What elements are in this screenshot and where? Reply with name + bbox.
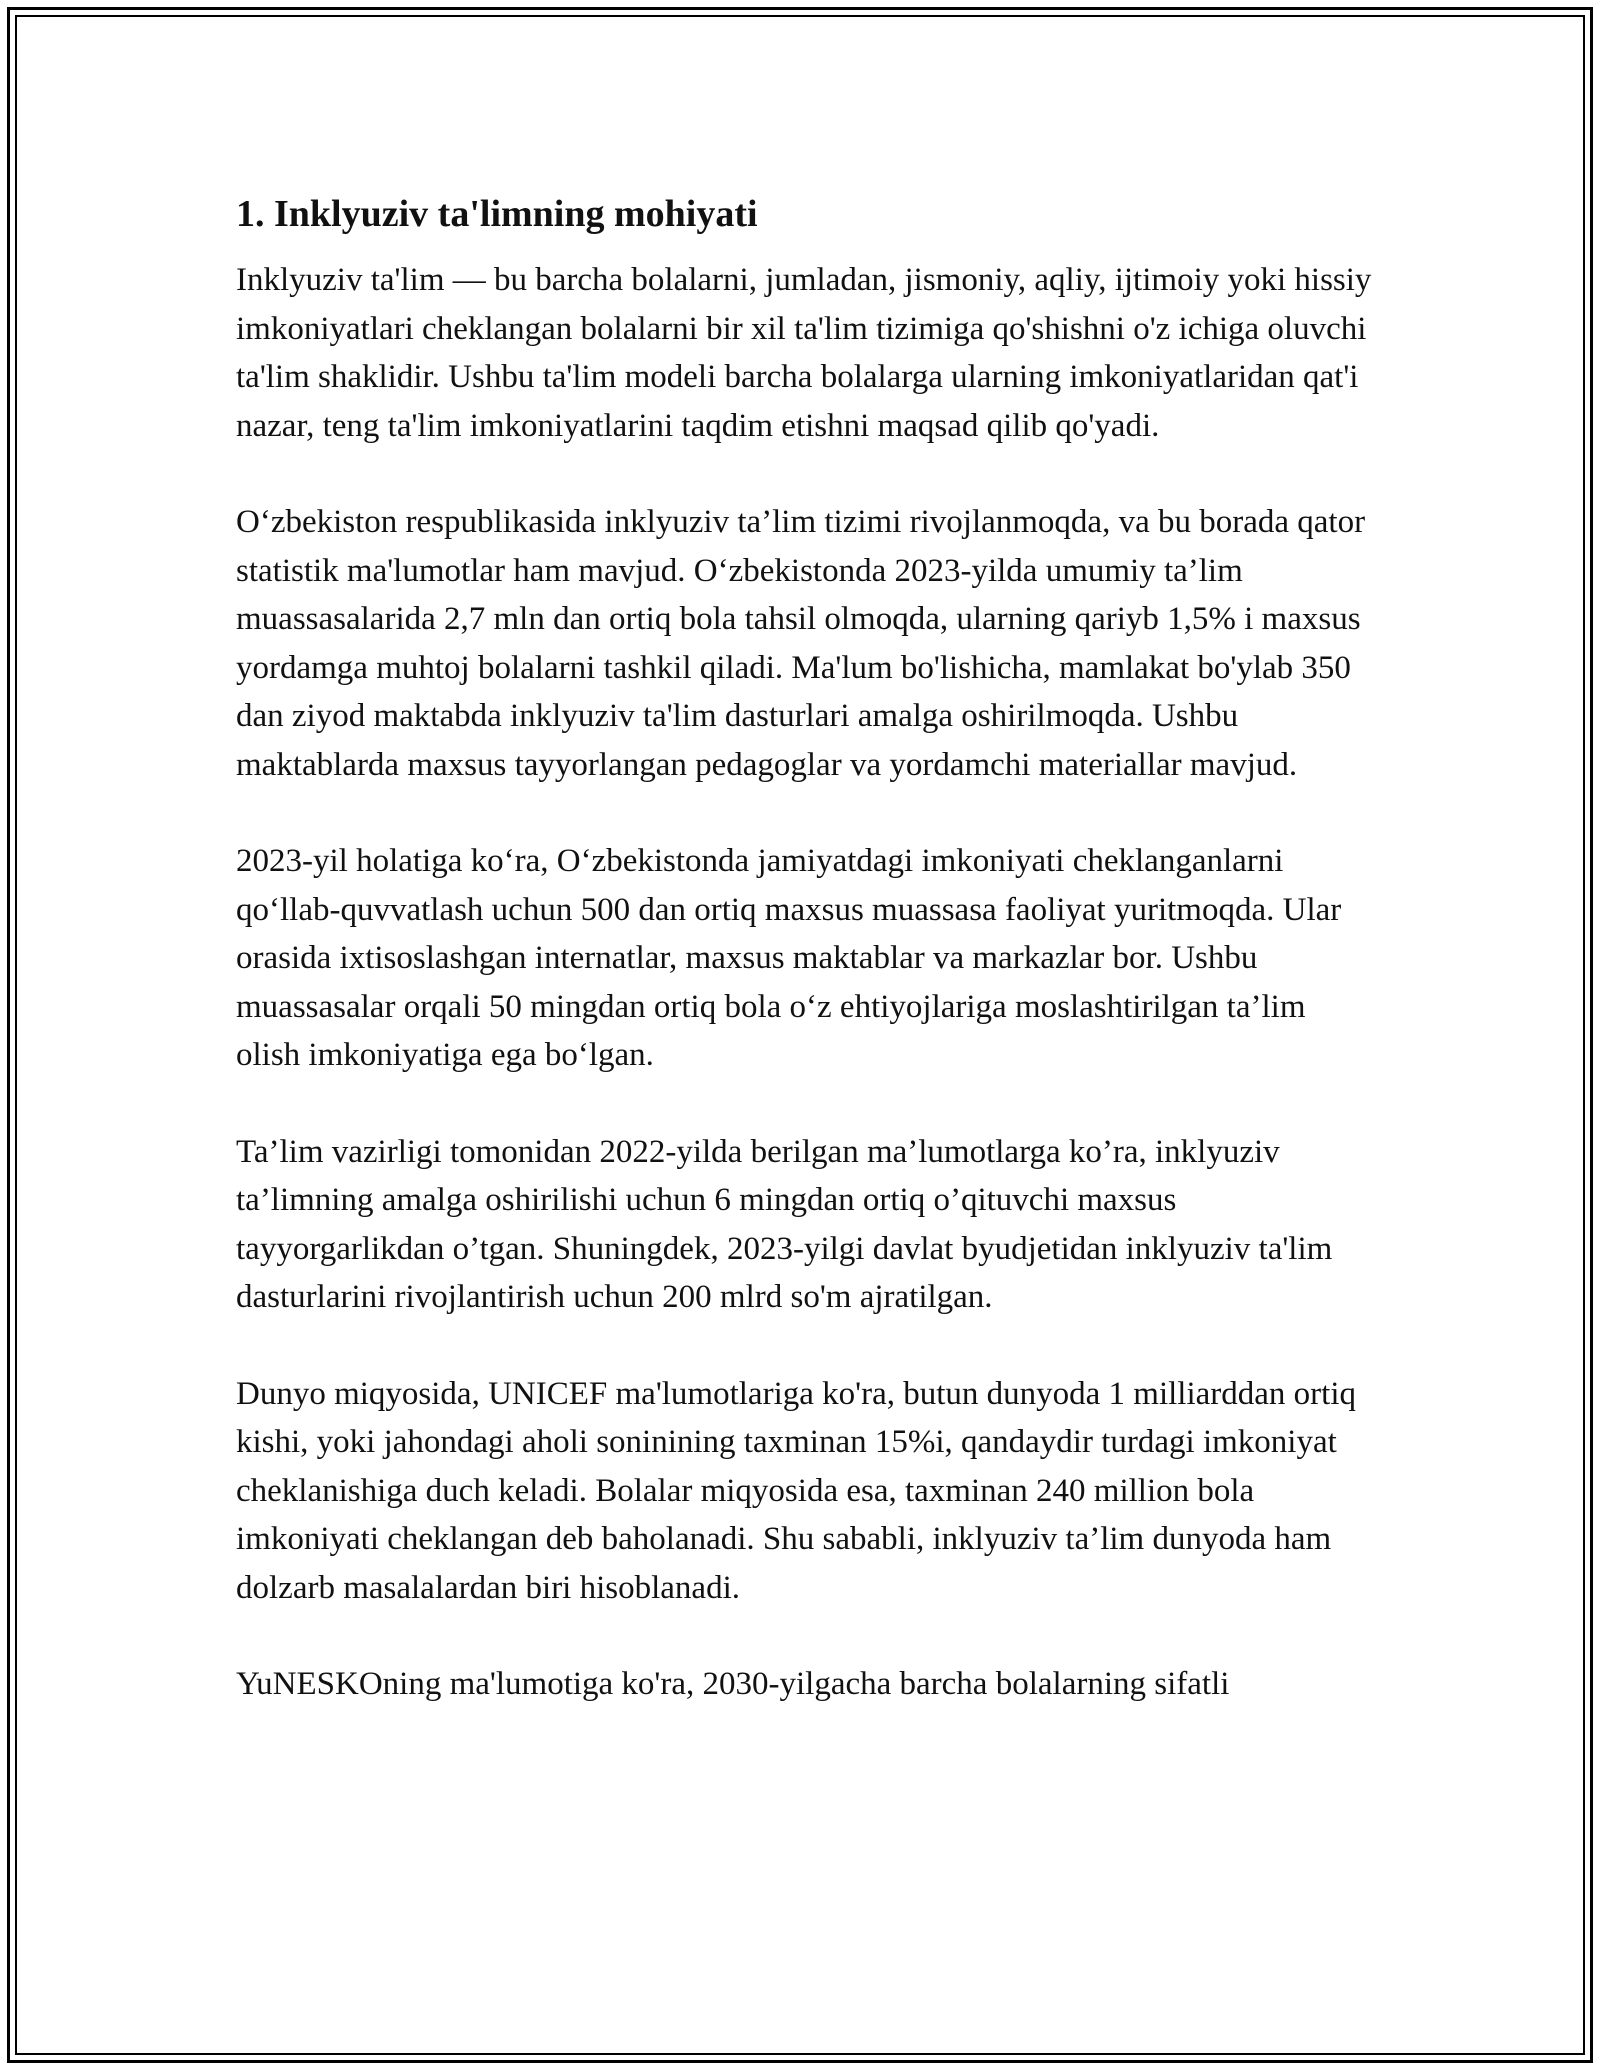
paragraph-unesco: YuNESKOning ma'lumotiga ko'ra, 2030-yilgacha barcha bolalarning sifatli (236, 1666, 1230, 1702)
paragraph-special-institutions: 2023-yil holatiga ko‘ra, O‘zbekistonda jamiyatdagi imkoniyati cheklanganlarni qo‘llab-quvvatlash uchun 500 dan ortiq maxsus muassasa faoliyat yuritmoqda. Ular orasida ixtisoslashgan internatlar, maxsus maktablar va markazlar bor. Ushbu muassasalar orqali 50 mingdan ortiq bola o‘z ehtiyojlariga moslashtirilgan ta’lim olish imkoniyatiga ega bo‘lgan. (236, 843, 1342, 1073)
document-body (236, 184, 1376, 1709)
paragraph-world-unicef: Dunyo miqyosida, UNICEF ma'lumotlariga ko'ra, butun dunyoda 1 milliarddan ortiq kishi, yoki jahondagi aholi soninining taxminan 15%i, qandaydir turdagi imkoniyat cheklanishiga duch keladi. Bolalar miqyosida esa, taxminan 240 million bola imkoniyati cheklangan deb baholanadi. Shu sababli, inklyuziv ta’lim dunyoda ham dolzarb masalalardan biri hisoblanadi. (236, 1375, 1356, 1606)
paragraph-uzbekistan-statistics: O‘zbekiston respublikasida inklyuziv ta’lim tizimi rivojlanmoqda, va bu borada qator statistik ma'lumotlar ham mavjud. O‘zbekistonda 2023-yilda umumiy ta’lim muassasalarida 2,7 mln dan ortiq bola tahsil olmoqda, ularning qariyb 1,5% i maxsus yordamga muhtoj bolalarni tashkil qiladi. Ma'lum bo'lishicha, mamlakat bo'ylab 350 dan ziyod maktabda inklyuziv ta'lim dasturlari amalga oshirilmoqda. Ushbu maktablarda maxsus tayyorlangan pedagoglar va yordamchi materiallar mavjud. (236, 504, 1366, 783)
section-heading: 1. Inklyuziv ta'limning mohiyati (236, 193, 758, 235)
paragraph-definition: Inklyuziv ta'lim — bu barcha bolalarni, jumladan, jismoniy, aqliy, ijtimoiy yoki hissiy imkoniyatlari cheklangan bolalarni bir xil ta'lim tizimiga qo'shishni o'z ichiga oluvchi ta'lim shaklidir. Ushbu ta'lim modeli barcha bolalarga ularning imkoniyatlaridan qat'i nazar, teng ta'lim imkoniyatlarini taqdim etishni maqsad qilib qo'yadi. (236, 262, 1372, 444)
paragraph-ministry-data: Ta’lim vazirligi tomonidan 2022-yilda berilgan ma’lumotlarga ko’ra, inklyuziv ta’limning amalga oshirilishi uchun 6 mingdan ortiq o’qituvchi maxsus tayyorgarlikdan o’tgan. Shuningdek, 2023-yilgi davlat byudjetidan inklyuziv ta'lim dasturlarini rivojlantirish uchun 200 mlrd so'm ajratilgan. (236, 1133, 1333, 1315)
